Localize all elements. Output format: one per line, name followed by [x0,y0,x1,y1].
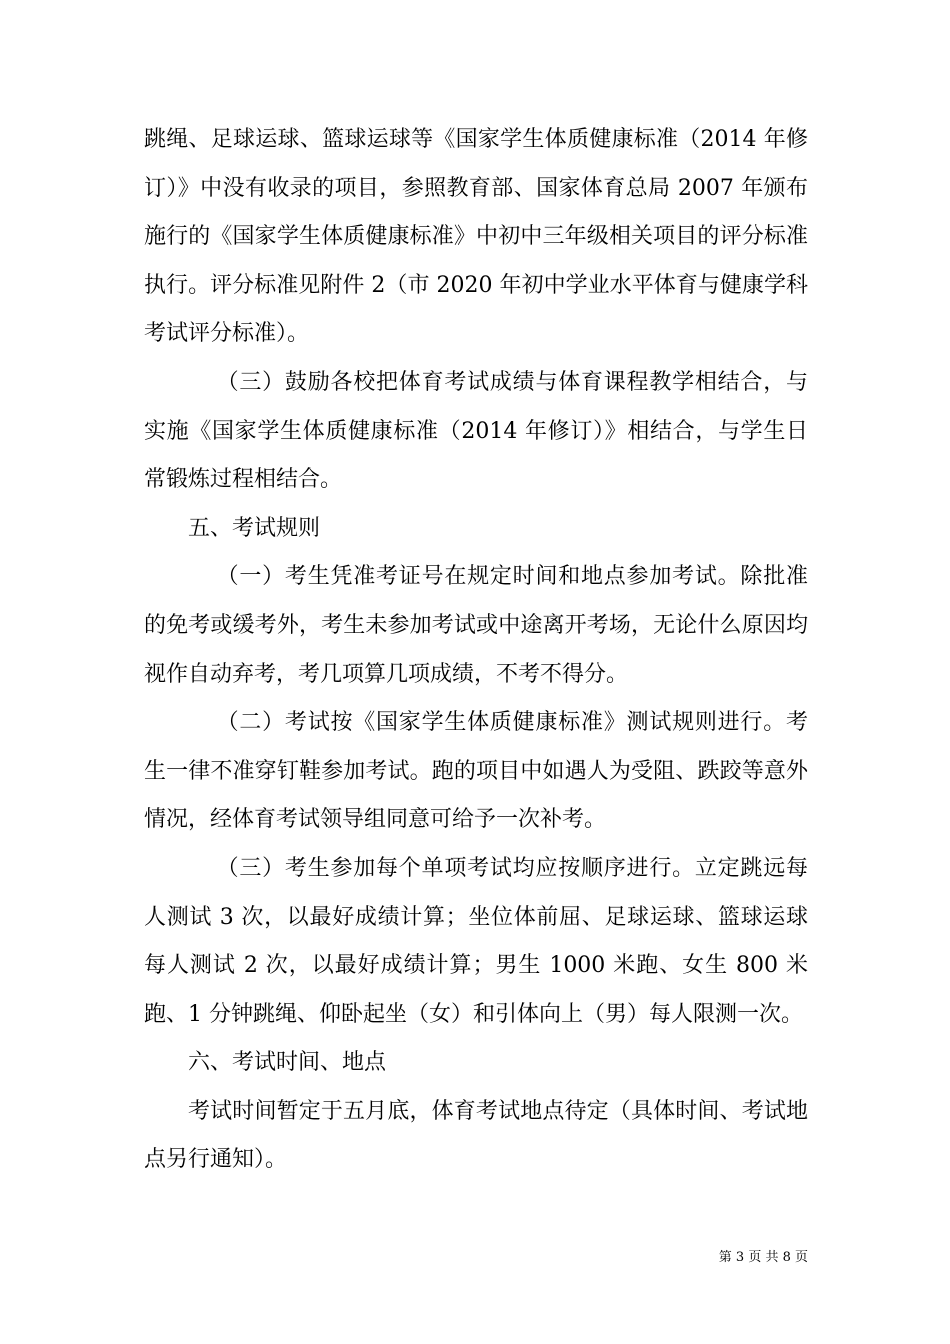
paragraph-rule-standards: （二）考试按《国家学生体质健康标准》测试规则进行。考生一律不准穿钉鞋参加考试。跑的项目中如遇人为受阻、跌跤等意外情况，经体育考试领导组同意可给予一次补考。 [144,710,808,833]
paragraph-rule-order: （三）考生参加每个单项考试均应按顺序进行。立定跳远每人测试 3 次，以最好成绩计算；坐位体前屈、足球运球、篮球运球每人测试 2 次，以最好成绩计算；男生 1000 米跑、女生 800 米跑、1 分钟跳绳、仰卧起坐（女）和引体向上（男）每人限测一次。 [144,855,808,1027]
paragraph-scoring-reference: 跳绳、足球运球、篮球运球等《国家学生体质健康标准（2014 年修订）》中没有收录的项目，参照教育部、国家体育总局 2007 年颁布施行的《国家学生体质健康标准》中初中三年级相关项目的评分标准执行。评分标准见附件 2（市 2020 年初中学业水平体育与健康学科考试评分标准）。 [144,127,808,347]
page-number-footer: 第 3 页 共 8 页 [718,1250,808,1265]
paragraph-rule-admission: （一）考生凭准考证号在规定时间和地点参加考试。除批准的免考或缓考外，考生未参加考试或中途离开考场，无论什么原因均视作自动弃考，考几项算几项成绩，不考不得分。 [144,564,808,687]
document-body [144,116,808,1185]
heading-exam-rules: 五、考试规则 [188,515,321,541]
paragraph-exam-time: 考试时间暂定于五月底，体育考试地点待定（具体时间、考试地点另行通知）。 [144,1098,808,1173]
paragraph-encourage-schools: （三）鼓励各校把体育考试成绩与体育课程教学相结合，与实施《国家学生体质健康标准（2014 年修订）》相结合，与学生日常锻炼过程相结合。 [144,369,808,493]
heading-exam-time-place: 六、考试时间、地点 [188,1050,387,1076]
